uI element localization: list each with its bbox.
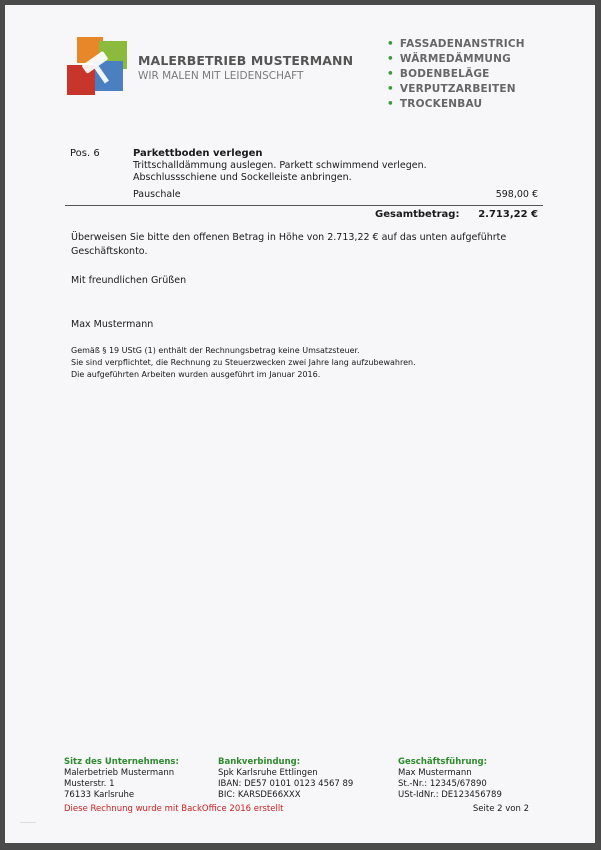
position-number: Pos. 6 xyxy=(70,148,100,159)
legal-notes xyxy=(71,345,416,381)
service-item: • WÄRMEDÄMMUNG xyxy=(387,53,511,65)
position-unit: Pauschale xyxy=(133,189,181,200)
tax-note: Gemäß § 19 UStG (1) enthält der Rechnungsbetrag keine Umsatzsteuer. xyxy=(71,346,360,355)
bullet-icon: • xyxy=(387,53,394,65)
position-description: Trittschalldämmung auslegen. Parkett schwimmend verlegen. Abschlussschiene und Sockelleiste anbringen. xyxy=(133,160,427,183)
footer-seat-heading: Sitz des Unternehmens: xyxy=(64,757,179,767)
services-list xyxy=(387,37,525,112)
work-date-note: Die aufgeführten Arbeiten wurden ausgeführt im Januar 2016. xyxy=(71,370,321,379)
company-logo xyxy=(67,37,129,97)
footer-management: Geschäftsführung: Max Mustermann St.-Nr.: 12345/67890 USt-IdNr.: DE123456789 xyxy=(398,757,502,800)
payment-request: Überweisen Sie bitte den offenen Betrag in Höhe von 2.713,22 € auf das unten aufgeführte Geschäftskonto. xyxy=(71,232,507,257)
company-slogan: WIR MALEN MIT LEIDENSCHAFT xyxy=(138,70,304,82)
created-with-note: Diese Rechnung wurde mit BackOffice 2016 erstellt xyxy=(64,804,284,814)
retention-note: Sie sind verpflichtet, die Rechnung zu Steuerzwecken zwei Jahre lang aufzubewahren. xyxy=(71,358,416,367)
page-number: Seite 2 von 2 xyxy=(472,804,529,814)
footer-bank-heading: Bankverbindung: xyxy=(218,757,301,767)
position-title: Parkettboden verlegen xyxy=(133,148,263,159)
total-label: Gesamtbetrag: xyxy=(375,209,460,220)
greeting: Mit freundlichen Grüßen xyxy=(71,275,187,286)
footer-seat: Sitz des Unternehmens: Malerbetrieb Mustermann Musterstr. 1 76133 Karlsruhe xyxy=(64,757,179,800)
footer-bank: Bankverbindung: Spk Karlsruhe Ettlingen IBAN: DE57 0101 0123 4567 89 BIC: KARSDE66XXX xyxy=(218,757,354,800)
bullet-icon: • xyxy=(387,38,394,50)
service-item: • TROCKENBAU xyxy=(387,98,483,110)
total-value: 2.713,22 € xyxy=(478,209,538,220)
page-mark xyxy=(20,822,36,826)
company-header xyxy=(138,53,353,82)
position-price: 598,00 € xyxy=(495,189,538,200)
invoice-page xyxy=(5,5,595,843)
service-item: • BODENBELÄGE xyxy=(387,68,490,80)
footer-management-heading: Geschäftsführung: xyxy=(398,757,488,767)
total-divider xyxy=(65,205,543,206)
service-item: • VERPUTZARBEITEN xyxy=(387,83,516,95)
bullet-icon: • xyxy=(387,83,394,95)
signature: Max Mustermann xyxy=(71,319,154,330)
bullet-icon: • xyxy=(387,68,394,80)
bullet-icon: • xyxy=(387,98,394,110)
company-name: MALERBETRIEB MUSTERMANN xyxy=(138,53,354,68)
service-item: • FASSADENANSTRICH xyxy=(387,38,525,50)
